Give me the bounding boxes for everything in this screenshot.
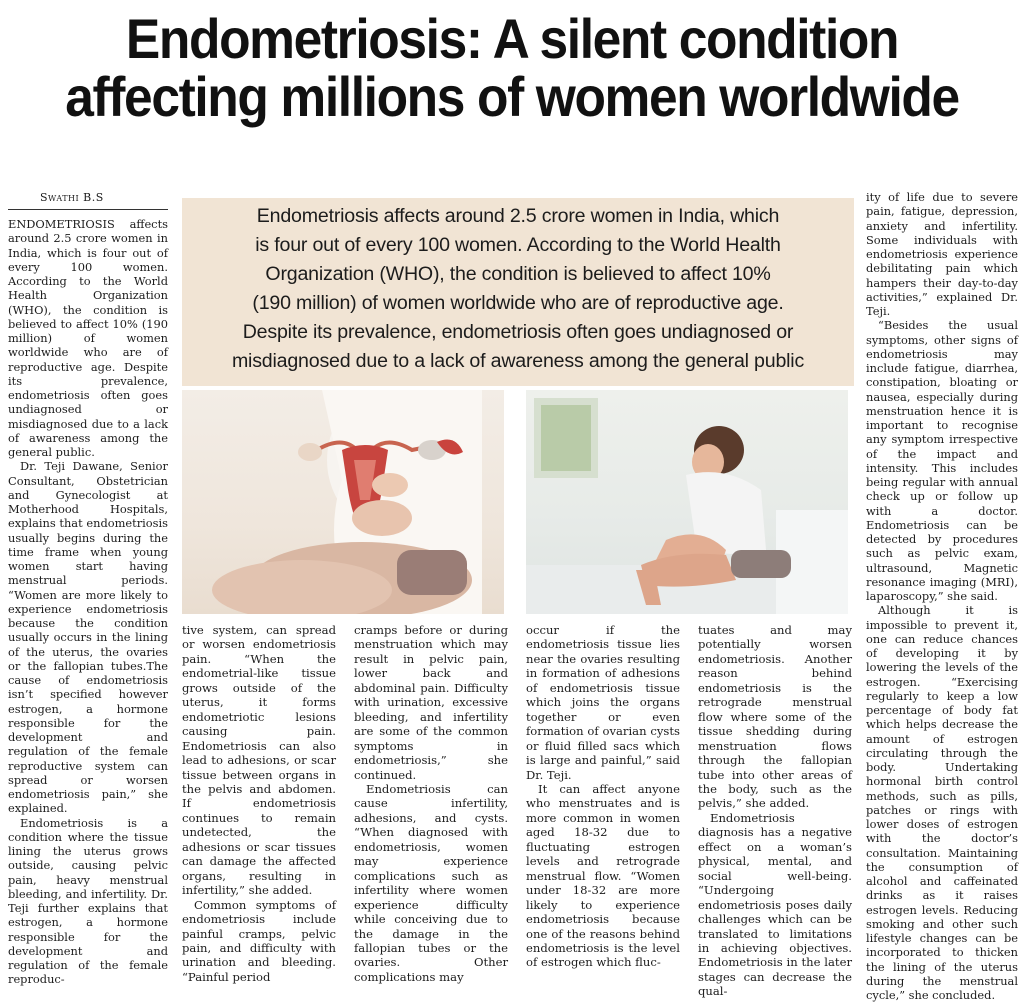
headline-line-1: Endometriosis: A silent condition bbox=[125, 7, 899, 70]
pull-quote bbox=[182, 198, 854, 386]
pull-quote-line: Organization (WHO), the condition is believed to affect 10% bbox=[265, 263, 771, 285]
paragraph: Dr. Teji Dawane, Senior Consultant, Obstetrician and Gynecologist at Motherhood Hospitals, explains that endometriosis usually begins during the time frame when young women start having menstrual periods. “Women are more likely to experience endometriosis because the condition usually occurs in the lining of the uterus, the ovaries or the fallopian tubes.The cause of endometriosis isn’t specified however estrogen, a hormone responsible for the development and regulation of the female reproductive system can spread or worsen endometriosis pain,” she explained. bbox=[8, 459, 168, 816]
article-column-6 bbox=[866, 190, 1018, 1002]
paragraph: Common symptoms of endometriosis include painful cramps, pelvic pain, and difficulty with urination and bleeding. “Painful period bbox=[182, 897, 336, 984]
woman-in-pain-photo bbox=[526, 390, 848, 614]
paragraph: Endometriosis is a condition where the tissue lining the uterus grows outside, causing pelvic pain, heavy menstrual bleeding, and infertility. Dr. Teji further explains that estrogen, a hormone responsible for the development and regulation of the female reproduc- bbox=[8, 815, 168, 987]
pull-quote-line: is four out of every 100 women. According to the World Health bbox=[255, 234, 781, 256]
paragraph: tive system, can spread or worsen endometriosis pain. “When the endometrial-like tissue grows outside of the uterus, it forms endometriotic lesions causing pain. Endometriosis can also lead to adhesions, or scar tissue between organs in the pelvis and abdomen. If endometriosis continues to remain undetected, the adhesions or scar tissues can damage the affected organs, resulting in infertility,” she added. bbox=[182, 623, 336, 898]
pull-quote-line: misdiagnosed due to a lack of awareness among the general public bbox=[231, 350, 805, 372]
article-column-4 bbox=[526, 623, 680, 970]
paragraph: Endometriosis can cause infertility, adhesions, and cysts. “When diagnosed with endometriosis, women may experience complications such as infertility where women experience difficulty while conceiving due to the damage in the fallopian tubes or the ovaries. Other complications may bbox=[354, 781, 508, 984]
article-column-2 bbox=[182, 623, 336, 984]
pull-quote-line: Endometriosis affects around 2.5 crore women in India, which bbox=[256, 205, 780, 227]
uterus-model-illustration bbox=[182, 390, 504, 614]
uterus-model-photo bbox=[182, 390, 504, 614]
pull-quote-line: (190 million) of women worldwide who are of reproductive age. bbox=[252, 292, 784, 314]
paragraph: “Besides the usual symptoms, other signs of endometriosis may include fatigue, diarrhea, constipation, bloating or nausea, especially during menstruation hence it is important to recognise any symptom irrespective of the impact and intensity. This includes being regular with annual check up or follow up with a doctor. Endometriosis can be detected by procedures such as pelvic exam, ultrasound, Magnetic resonance imaging (MRI), laparoscopy,” she said. bbox=[866, 318, 1018, 603]
article-column-5 bbox=[698, 623, 852, 999]
paragraph: Endometriosis diagnosis has a negative effect on a woman’s physical, mental, and social well-being. “Undergoing endometriosis poses daily challenges which can be translated to limitations in achieving objectives. Endometriosis in the later stages can decrease the qual- bbox=[698, 810, 852, 999]
woman-holding-abdomen-illustration bbox=[526, 390, 848, 614]
paragraph: It can affect anyone who menstruates and is more common in women aged 18-32 due to fluctuating estrogen levels and retrograde menstrual flow. “Women under 18-32 are more likely to experience endometriosis because one of the reasons behind endometriosis is the level of estrogen which fluc- bbox=[526, 781, 680, 970]
paragraph: cramps before or during menstruation which may result in pelvic pain, lower back and abdominal pain. Difficulty with urination, excessive bleeding, and infertility are some of the common symptoms in endometriosis,” she continued. bbox=[354, 623, 508, 782]
paragraph: ENDOMETRIOSIS affects around 2.5 crore women in India, which is four out of every 100 women. According to the World Health Organization (WHO), the condition is believed to affect 10% (190 million) of women worldwide who are of reproductive age. Despite its prevalence, endometriosis often goes undiagnosed or misdiagnosed due to a lack of awareness among the general public. bbox=[8, 217, 168, 459]
byline-rule bbox=[8, 209, 168, 210]
article-column-1 bbox=[8, 217, 168, 987]
paragraph: Although it is impossible to prevent it, one can reduce chances of developing it by lowering the levels of the estrogen. “Exercising regularly to keep a low percentage of body fat which helps decrease the amount of estrogen circulating through the body. Undertaking hormonal birth control methods, such as pills, patches or rings with lower doses of estrogen with the doctor’s consultation. Maintaining the consumption of alcohol and caffeinated drinks as it raises estrogen levels. Reducing smoking and other such lifestyle changes can be incorporated to thicken the lining of the uterus during the menstrual cycle,” she concluded. bbox=[866, 603, 1018, 1002]
paragraph: ity of life due to severe pain, fatigue, depression, anxiety and infertility. Some individuals with endometriosis experience debilitating pain which hampers their day-to-day activities,” explained Dr. Teji. bbox=[866, 190, 1018, 318]
article-column-3 bbox=[354, 623, 508, 984]
paragraph: tuates and may potentially worsen endometriosis. Another reason behind endometriosis is the retrograde menstrual flow where some of the tissue shedding during menstruation flows through the fallopian tube into other areas of the body, such as the pelvis,” she added. bbox=[698, 623, 852, 811]
pull-quote-line: Despite its prevalence, endometriosis often goes undiagnosed or bbox=[242, 321, 794, 343]
headline bbox=[41, 7, 983, 128]
byline: Swathi B.S bbox=[40, 191, 104, 204]
paragraph: occur if the endometriosis tissue lies near the ovaries resulting in formation of adhesions of endometriosis tissue which joins the organs together or even formation of ovarian cysts or fluid filled sacs which is large and painful,” said Dr. Teji. bbox=[526, 623, 680, 782]
headline-line-2: affecting millions of women worldwide bbox=[65, 65, 959, 128]
